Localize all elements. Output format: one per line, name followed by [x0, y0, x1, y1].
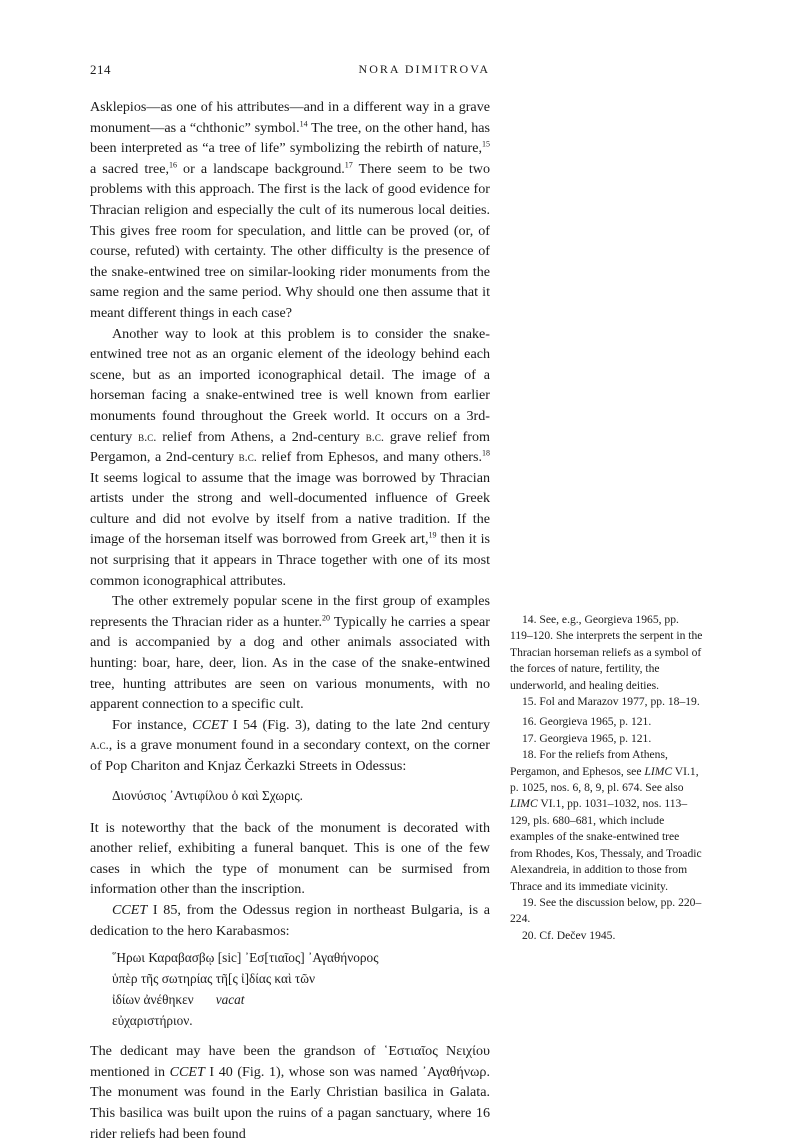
footnotes-column: [510, 612, 704, 944]
page-number: 214: [90, 62, 111, 77]
footnote-ref-16[interactable]: 16: [168, 160, 177, 170]
footnote-ref-14[interactable]: 14: [299, 118, 308, 128]
paragraph-1: Asklepios—as one of his attributes—and in a different way in a grave monument—as a “chthonic” symbol.$^{14}$ The tree, on the other hand, has been interpreted as “a tree of life” symbolizing the rebirth of nature,$^{15}$ a sacred tree,$^{16}$ or a landscape background.$^{17}$ There seem to be two problems with this approach. The first is the lack of good evidence for Thracian religion and especially the cult of its numerous local deities. This gives free room for speculation, and little can be proved (or, of course, refuted) with certainty. The other difficulty is the presence of the snake-entwined tree on similar-looking rider monuments from the same region and the same period. Why should one then assume that it meant different things in each case?: [90, 99, 490, 321]
running-head-author: NORA DIMITROVA: [358, 62, 490, 76]
main-text-column: [90, 97, 490, 1144]
footnote-18: 18. For the reliefs from Athens, Pergamon, and Ephesos, see LIMC VI.1, p. 1025, nos. 6, 8, 9, pl. 674. See also LIMC VI.1, pp. 1031–1032, nos. 113–129, pls. 680–681, which include examples of the snake-entwined tree from Rhodes, Kos, Thessaly, and Troadic Alexandreia, in addition to those from Thrace and its immediate vicinity.: [510, 748, 702, 893]
footnote-ref-20[interactable]: 20: [322, 613, 330, 623]
paragraph-6: CCET I 85, from the Odessus region in northeast Bulgaria, is a dedication to the hero Karabasmos:: [90, 901, 490, 939]
greek-inscription-1: Διονύσιος ᾿Αντιφίλου ὁ καὶ Σχωρις.: [112, 787, 303, 803]
footnote-19: 19. See the discussion below, pp. 220–224.: [510, 895, 702, 926]
footnote-15: 15. Fol and Marazov 1977, pp. 18–19.: [522, 695, 700, 709]
footnote-ref-17[interactable]: 17: [344, 160, 353, 170]
paragraph-4: For instance, CCET I 54 (Fig. 3), dating to the late 2nd century a.c., is a grave monument found in a secondary context, on the corner of Pop Chariton and Knjaz Čerkazki Streets in Odessus:: [90, 716, 490, 774]
paragraph-5: It is noteworthy that the back of the monument is decorated with another relief, exhibiting a funeral banquet. This is one of the few cases in which the type of monument can be surmised from information other than the inscription.: [90, 819, 490, 898]
footnote-16: 16. Georgieva 1965, p. 121.: [522, 715, 652, 729]
paragraph-2: Another way to look at this problem is to consider the snake-entwined tree not as an organic element of the ideology behind each scene, but as an imported iconographical detail. The image of a horseman facing a snake-entwined tree is well known from earlier monuments found throughout the Greek world. It occurs on a 3rd-century b.c. relief from Athens, a 2nd-century b.c. grave relief from Pergamon, a 2nd-century b.c. relief from Ephesos, and many others.$^{18}$ It seems logical to assume that the image was borrowed by Thracian artists under the strong and well-documented influence of Greek culture and did not evolve by itself from a native tradition. If the image of the horseman itself was borrowed from Greek art,$^{19}$ then it is not surprising that it appears in Thrace together with one of its most common iconographical attributes.: [90, 325, 490, 589]
greek-inscription-2: ῞Ηρωι Καραβασβῳ [sic] ᾿Εσ[τιαῖος] ᾿Αγαθήνορος ὑπὲρ τῆς σωτηρίας τῆ[ς ἰ]δίας καὶ τῶν ἰδίων ἀνέθηκεν vacat εὐχαριστήριον.: [112, 950, 379, 1029]
paragraph-7: The dedicant may have been the grandson of ῾Εστιαῖος Νειχίου mentioned in CCET I 40 (Fig. 1), whose son was named ᾿Αγαθήνωρ. The monument was found in the Early Christian basilica in Galata. This basilica was built upon the ruins of a pagan sanctuary, where 16 rider reliefs had been found: [90, 1043, 490, 1142]
footnote-ref-18[interactable]: 18: [482, 448, 490, 458]
paragraph-3: The other extremely popular scene in the first group of examples represents the Thracian rider as a hunter.$^{20}$ Typically he carries a spear and is accompanied by a dog and other animals associated with hunting: boar, hare, deer, lion. As in the case of the snake-entwined tree, hunting attributes are seen on various monuments, with no apparent connection to a specific cult.: [90, 593, 491, 713]
footnote-ref-15[interactable]: 15: [482, 139, 490, 149]
footnote-17: 17. Georgieva 1965, p. 121.: [522, 731, 652, 745]
footnote-ref-19[interactable]: 19: [428, 530, 437, 540]
footnote-14: 14. See, e.g., Georgieva 1965, pp. 119–120. She interprets the serpent in the Thracian horseman reliefs as a symbol of the forces of nature, fertility, the underworld, and healing deities.: [510, 613, 703, 692]
footnote-20: 20. Cf. Dečev 1945.: [522, 928, 616, 942]
